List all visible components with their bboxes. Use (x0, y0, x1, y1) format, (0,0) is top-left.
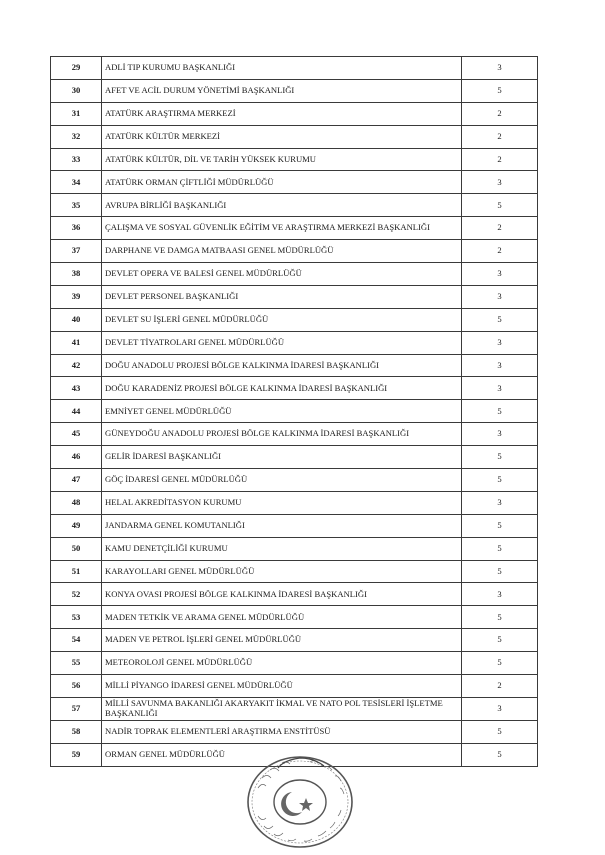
row-number: 51 (51, 560, 102, 583)
row-value: 3 (462, 171, 538, 194)
institution-name: EMNİYET GENEL MÜDÜRLÜĞÜ (102, 400, 462, 423)
row-value: 3 (462, 263, 538, 286)
institution-name: GÜNEYDOĞU ANADOLU PROJESİ BÖLGE KALKINMA İDARESİ BAŞKANLIĞI (102, 423, 462, 446)
row-value: 5 (462, 537, 538, 560)
row-number: 41 (51, 331, 102, 354)
row-number: 40 (51, 308, 102, 331)
row-number: 33 (51, 148, 102, 171)
institution-name: ORMAN GENEL MÜDÜRLÜĞÜ (102, 743, 462, 766)
row-number: 34 (51, 171, 102, 194)
row-number: 29 (51, 57, 102, 80)
row-value: 3 (462, 697, 538, 720)
row-value: 5 (462, 720, 538, 743)
row-number: 56 (51, 675, 102, 698)
row-value: 2 (462, 240, 538, 263)
institution-name: KONYA OVASI PROJESİ BÖLGE KALKINMA İDARESİ BAŞKANLIĞI (102, 583, 462, 606)
table-row (51, 606, 538, 629)
table-row (51, 125, 538, 148)
row-value: 5 (462, 446, 538, 469)
row-value: 3 (462, 331, 538, 354)
institution-name: ATATÜRK ARAŞTIRMA MERKEZİ (102, 102, 462, 125)
row-number: 55 (51, 652, 102, 675)
table-row (51, 171, 538, 194)
row-value: 3 (462, 423, 538, 446)
row-number: 52 (51, 583, 102, 606)
row-number: 42 (51, 354, 102, 377)
row-value: 5 (462, 308, 538, 331)
table-row (51, 446, 538, 469)
institution-name: DOĞU ANADOLU PROJESİ BÖLGE KALKINMA İDARESİ BAŞKANLIĞI (102, 354, 462, 377)
institution-name: HELAL AKREDİTASYON KURUMU (102, 491, 462, 514)
row-number: 49 (51, 514, 102, 537)
row-number: 37 (51, 240, 102, 263)
table-row (51, 377, 538, 400)
row-value: 5 (462, 79, 538, 102)
row-value: 3 (462, 491, 538, 514)
institution-name: KARAYOLLARI GENEL MÜDÜRLÜĞÜ (102, 560, 462, 583)
row-number: 46 (51, 446, 102, 469)
table-row (51, 423, 538, 446)
table-row (51, 240, 538, 263)
institution-name: MİLLİ PİYANGO İDARESİ GENEL MÜDÜRLÜĞÜ (102, 675, 462, 698)
row-number: 54 (51, 629, 102, 652)
row-number: 32 (51, 125, 102, 148)
institution-name: MADEN TETKİK VE ARAMA GENEL MÜDÜRLÜĞÜ (102, 606, 462, 629)
row-number: 50 (51, 537, 102, 560)
official-seal-stamp (240, 748, 360, 850)
table-row (51, 331, 538, 354)
institution-name: ADLİ TIP KURUMU BAŞKANLIĞI (102, 57, 462, 80)
table-row (51, 79, 538, 102)
row-value: 5 (462, 400, 538, 423)
table-row (51, 491, 538, 514)
row-number: 38 (51, 263, 102, 286)
row-value: 3 (462, 57, 538, 80)
table-row (51, 217, 538, 240)
row-number: 59 (51, 743, 102, 766)
institution-name: GELİR İDARESİ BAŞKANLIĞI (102, 446, 462, 469)
row-value: 5 (462, 514, 538, 537)
table-row (51, 537, 538, 560)
institution-name: AFET VE ACİL DURUM YÖNETİMİ BAŞKANLIĞI (102, 79, 462, 102)
row-number: 30 (51, 79, 102, 102)
institution-name: ATATÜRK KÜLTÜR MERKEZİ (102, 125, 462, 148)
table-row (51, 354, 538, 377)
row-value: 2 (462, 125, 538, 148)
row-number: 47 (51, 469, 102, 492)
institution-name: GÖÇ İDARESİ GENEL MÜDÜRLÜĞÜ (102, 469, 462, 492)
table-row (51, 57, 538, 80)
institution-table (50, 56, 538, 767)
table-row (51, 285, 538, 308)
table-row (51, 514, 538, 537)
row-value: 2 (462, 148, 538, 171)
table-body (51, 57, 538, 767)
institution-name: DEVLET TİYATROLARI GENEL MÜDÜRLÜĞÜ (102, 331, 462, 354)
row-value: 5 (462, 194, 538, 217)
row-value: 5 (462, 560, 538, 583)
row-value: 2 (462, 102, 538, 125)
table-row (51, 652, 538, 675)
row-value: 2 (462, 675, 538, 698)
table-row (51, 675, 538, 698)
row-number: 45 (51, 423, 102, 446)
institution-name: DEVLET PERSONEL BAŞKANLIĞI (102, 285, 462, 308)
row-value: 3 (462, 354, 538, 377)
row-number: 44 (51, 400, 102, 423)
table-row (51, 629, 538, 652)
institution-name: ATATÜRK ORMAN ÇİFTLİĞİ MÜDÜRLÜĞÜ (102, 171, 462, 194)
institution-name: DEVLET OPERA VE BALESİ GENEL MÜDÜRLÜĞÜ (102, 263, 462, 286)
row-number: 31 (51, 102, 102, 125)
row-number: 39 (51, 285, 102, 308)
table-row (51, 194, 538, 217)
table-row (51, 263, 538, 286)
row-value: 2 (462, 217, 538, 240)
institution-name: DARPHANE VE DAMGA MATBAASI GENEL MÜDÜRLÜĞÜ (102, 240, 462, 263)
row-value: 5 (462, 469, 538, 492)
institution-name: NADİR TOPRAK ELEMENTLERİ ARAŞTIRMA ENSTİTÜSÜ (102, 720, 462, 743)
row-value: 3 (462, 285, 538, 308)
table-row (51, 400, 538, 423)
institution-name: MADEN VE PETROL İŞLERİ GENEL MÜDÜRLÜĞÜ (102, 629, 462, 652)
row-number: 43 (51, 377, 102, 400)
table-row (51, 102, 538, 125)
table-row (51, 469, 538, 492)
row-value: 3 (462, 377, 538, 400)
institution-name: METEOROLOJİ GENEL MÜDÜRLÜĞÜ (102, 652, 462, 675)
institution-name: AVRUPA BİRLİĞİ BAŞKANLIĞI (102, 194, 462, 217)
row-number: 53 (51, 606, 102, 629)
institution-name: DEVLET SU İŞLERİ GENEL MÜDÜRLÜĞÜ (102, 308, 462, 331)
row-number: 48 (51, 491, 102, 514)
table-row (51, 720, 538, 743)
table-row (51, 560, 538, 583)
institution-name: ATATÜRK KÜLTÜR, DİL VE TARİH YÜKSEK KURUMU (102, 148, 462, 171)
row-value: 5 (462, 652, 538, 675)
table-row (51, 148, 538, 171)
row-value: 5 (462, 606, 538, 629)
table-row (51, 697, 538, 720)
row-value: 5 (462, 629, 538, 652)
institution-name: ÇALIŞMA VE SOSYAL GÜVENLİK EĞİTİM VE ARAŞTIRMA MERKEZİ BAŞKANLIĞI (102, 217, 462, 240)
row-number: 58 (51, 720, 102, 743)
institution-name: JANDARMA GENEL KOMUTANLIĞI (102, 514, 462, 537)
row-value: 5 (462, 743, 538, 766)
table-row (51, 308, 538, 331)
institution-name: KAMU DENETÇİLİĞİ KURUMU (102, 537, 462, 560)
row-value: 3 (462, 583, 538, 606)
row-number: 36 (51, 217, 102, 240)
table-row (51, 583, 538, 606)
institution-name: DOĞU KARADENİZ PROJESİ BÖLGE KALKINMA İDARESİ BAŞKANLIĞI (102, 377, 462, 400)
row-number: 35 (51, 194, 102, 217)
row-number: 57 (51, 697, 102, 720)
institution-name: MİLLİ SAVUNMA BAKANLIĞI AKARYAKIT İKMAL VE NATO POL TESİSLERİ İŞLETME BAŞKANLIĞI (102, 697, 462, 720)
